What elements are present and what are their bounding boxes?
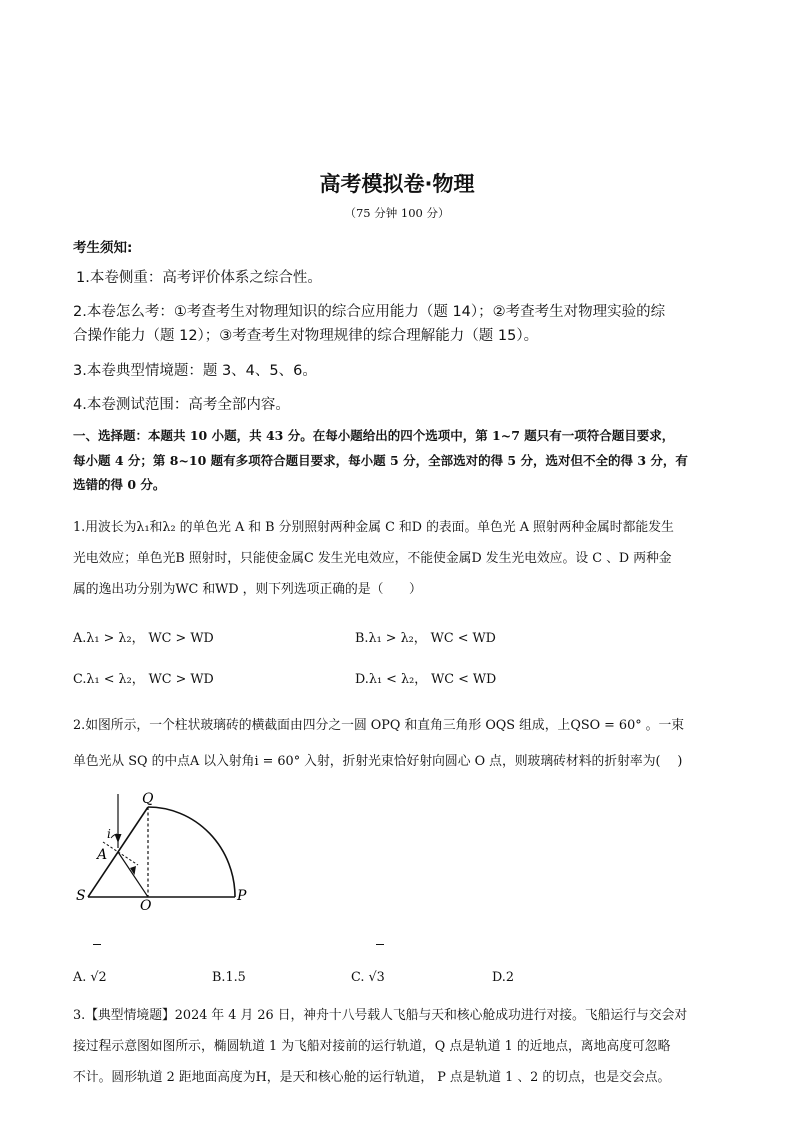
label-o: O [140,898,152,910]
question-2-line-2: 单色光从 SQ 的中点A 以入射角i = 60° 入射，折射光束恰好射向圆心 O 点，则玻璃砖材料的折射率为( ) [73,754,683,769]
label-p: P [237,888,247,904]
question-1-option-a: A.λ₁ > λ₂， WC > WD [73,631,214,646]
label-s: S [76,888,86,904]
label-a: A [97,847,108,863]
question-1-line-2: 光电效应；单色光B 照射时，只能使金属C 发生光电效应，不能使金属D 发生光电效应。设 C 、D 两种金 [73,551,672,566]
stray-mark-left [93,944,101,945]
page-title: 高考模拟卷·物理 [319,172,475,196]
section-instructions-line-1: 一、选择题：本题共 10 小题，共 43 分。在每小题给出的四个选项中，第 1~7 题只有一项符合题目要求， [73,428,675,443]
question-1-line-3: 属的逸出功分别为WC 和WD ，则下列选项正确的是（ ） [73,582,422,597]
notice-heading: 考生须知: [73,240,133,256]
notice-item-4: 4.本卷测试范围：高考全部内容。 [73,397,290,413]
question-3-line-3: 不计。圆形轨道 2 距地面高度为H，是天和核心舱的运行轨道， P 点是轨道 1 、2 的切点，也是交会点。 [73,1070,671,1085]
label-i: i [107,827,111,841]
exam-duration-score: （75 分钟 100 分） [344,206,450,220]
normal-line [103,842,138,865]
quarter-arc-qp [148,807,235,897]
question-1-option-d: D.λ₁ < λ₂， WC < WD [355,672,497,687]
question-2-option-a: A. √2 [73,970,107,985]
question-1-line-1: 1.用波长为λ₁和λ₂ 的单色光 A 和 B 分别照射两种金属 C 和D 的表面。单色光 A 照射两种金属时都能发生 [73,520,674,535]
question-1-option-c: C.λ₁ < λ₂， WC > WD [73,672,214,687]
notice-item-3: 3.本卷典型情境题：题 3、4、5、6。 [73,363,317,379]
incident-arrow-icon [115,834,122,843]
notice-item-1: 1.本卷侧重：高考评价体系之综合性。 [76,270,322,286]
question-1-option-b: B.λ₁ > λ₂， WC < WD [355,631,496,646]
section-instructions-line-2: 每小题 4 分；第 8~10 题有多项符合题目要求，每小题 5 分，全部选对的得 5 分，选对但不全的得 3 分，有 [73,453,688,468]
question-2-line-1: 2.如图所示，一个柱状玻璃砖的横截面由四分之一圆 OPQ 和直角三角形 OQS 组成，上QSO = 60° 。一束 [73,718,685,733]
glass-brick-diagram [70,786,260,910]
question-2-option-d: D.2 [492,970,515,985]
question-2-option-b: B.1.5 [212,970,246,985]
question-3-line-1: 3.【典型情境题】2024 年 4 月 26 日，神舟十八号载人飞船与天和核心舱成功进行对接。飞船运行与交会对 [73,1008,688,1023]
question-3-line-2: 接过程示意图如图所示，椭圆轨道 1 为飞船对接前的运行轨道，Q 点是轨道 1 的近地点，离地高度可忽略 [73,1039,671,1054]
refracted-ray [118,852,148,897]
label-q: Q [142,791,154,807]
section-instructions-line-3: 选错的得 0 分。 [73,477,166,492]
stray-mark-right [376,944,384,945]
notice-item-2-cont: 合操作能力（题 12）；③考查考生对物理规律的综合理解能力（题 15）。 [73,328,539,344]
notice-item-2: 2.本卷怎么考：①考查考生对物理知识的综合应用能力（题 14）；②考查考生对物理实验的综 [73,304,666,320]
question-2-option-c: C. √3 [351,970,385,985]
